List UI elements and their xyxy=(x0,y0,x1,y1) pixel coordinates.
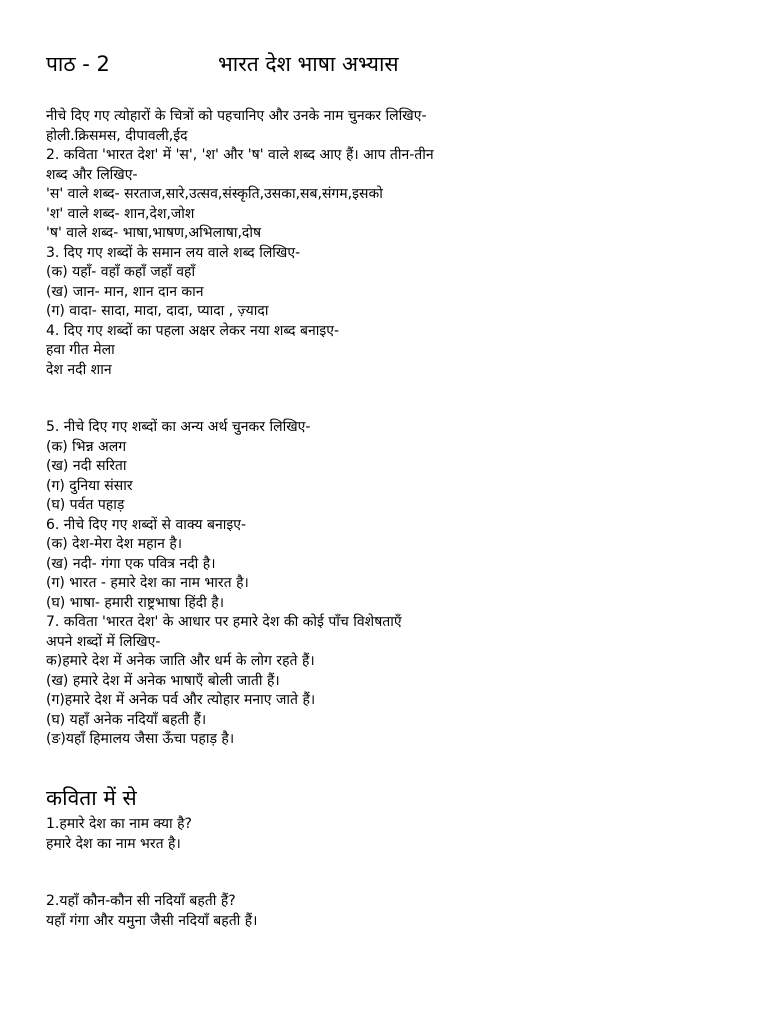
q6-answer-ga: (ग) भारत - हमारे देश का नाम भारत है। xyxy=(46,575,249,591)
section-a2: यहाँ गंगा और यमुना जैसी नदियाँ बहती हैं। xyxy=(46,912,258,929)
q7-answer-ka: क)हमारे देश में अनेक जाति और धर्म के लोग रहते हैं। xyxy=(46,653,315,669)
q5-answer-ka: (क) भिन्न अलग xyxy=(46,438,127,455)
lesson-number: पाठ - 2 xyxy=(46,52,110,76)
q7-prompt-cont: अपने शब्दों में लिखिए- xyxy=(46,633,161,650)
q2-prompt: 2. कविता 'भारत देश' में 'स', 'श' और 'ष' वाले शब्द आए हैं। आप तीन-तीन xyxy=(46,147,434,163)
q4-prompt: 4. दिए गए शब्दों का पहला अक्षर लेकर नया शब्द बनाइए- xyxy=(46,322,340,339)
q5-prompt: 5. नीचे दिए गए शब्दों का अन्य अर्थ चुनकर लिखिए- xyxy=(46,419,311,435)
q5-answer-kha: (ख) नदी सरिता xyxy=(46,458,127,474)
q7-answer-gha: (घ) यहाँ अनेक नदियाँ बहती हैं। xyxy=(46,711,207,728)
q6-answer-gha: (घ) भाषा- हमारी राष्ट्रभाषा हिंदी है। xyxy=(46,594,225,611)
q2-answer-shha: 'ष' वाले शब्द- भाषा,भाषण,अभिलाषा,दोष xyxy=(46,225,262,241)
q2-prompt-cont: शब्द और लिखिए- xyxy=(46,166,138,183)
section-body xyxy=(46,815,746,931)
section-q2: 2.यहाँ कौन-कौन सी नदियाँ बहती हैं? xyxy=(46,893,236,909)
spacer xyxy=(46,380,746,418)
exercise-body xyxy=(46,107,746,750)
q5-answer-gha: (घ) पर्वत पहाड़ xyxy=(46,497,125,513)
q1-answer: होली.क्रिसमस, दीपावली,ईद xyxy=(46,127,188,144)
q7-answer-kha: (ख) हमारे देश में अनेक भाषाएँ बोली जाती हैं। xyxy=(46,672,280,689)
q3-prompt: 3. दिए गए शब्दों के समान लय वाले शब्द लिखिए- xyxy=(46,244,301,261)
spacer xyxy=(46,854,746,892)
q3-answer-ga: (ग) वादा- सादा, मादा, दादा, प्यादा , ज़्यादा xyxy=(46,303,269,319)
q4-line-2: देश नदी शान xyxy=(46,361,112,378)
q3-answer-ka: (क) यहाँ- वहाँ कहाँ जहाँ वहाँ xyxy=(46,264,196,280)
q6-answer-kha: (ख) नदी- गंगा एक पवित्र नदी है। xyxy=(46,555,216,572)
q1-prompt: नीचे दिए गए त्योहारों के चित्रों को पहचानिए और उनके नाम चुनकर लिखिए- xyxy=(46,108,427,124)
q4-line-1: हवा गीत मेला xyxy=(46,342,115,358)
q2-answer-sha: 'श' वाले शब्द- शान,देश,जोश xyxy=(46,205,195,222)
q5-answer-ga: (ग) दुनिया संसार xyxy=(46,477,133,494)
section-a1: हमारे देश का नाम भरत है। xyxy=(46,835,181,852)
section-title: कविता में से xyxy=(46,786,137,810)
q7-prompt: 7. कविता 'भारत देश' के आधार पर हमारे देश की कोई पाँच विशेषताएँ xyxy=(46,614,402,630)
q2-answer-sa: 'स' वाले शब्द- सरताज,सारे,उत्सव,संस्कृति,उसका,सब,संगम,इसको xyxy=(46,186,383,202)
q6-prompt: 6. नीचे दिए गए शब्दों से वाक्य बनाइए- xyxy=(46,516,247,533)
section-q1: 1.हमारे देश का नाम क्या है? xyxy=(46,816,192,832)
q3-answer-kha: (ख) जान- मान, शान दान कान xyxy=(46,283,204,300)
q7-answer-nga: (ङ)यहाँ हिमालय जैसा ऊँचा पहाड़ है। xyxy=(46,731,235,747)
q6-answer-ka: (क) देश-मेरा देश महान है। xyxy=(46,536,183,552)
page-title: भारत देश भाषा अभ्यास xyxy=(218,52,399,76)
q7-answer-ga: (ग)हमारे देश में अनेक पर्व और त्योहार मनाए जाते हैं। xyxy=(46,692,316,708)
